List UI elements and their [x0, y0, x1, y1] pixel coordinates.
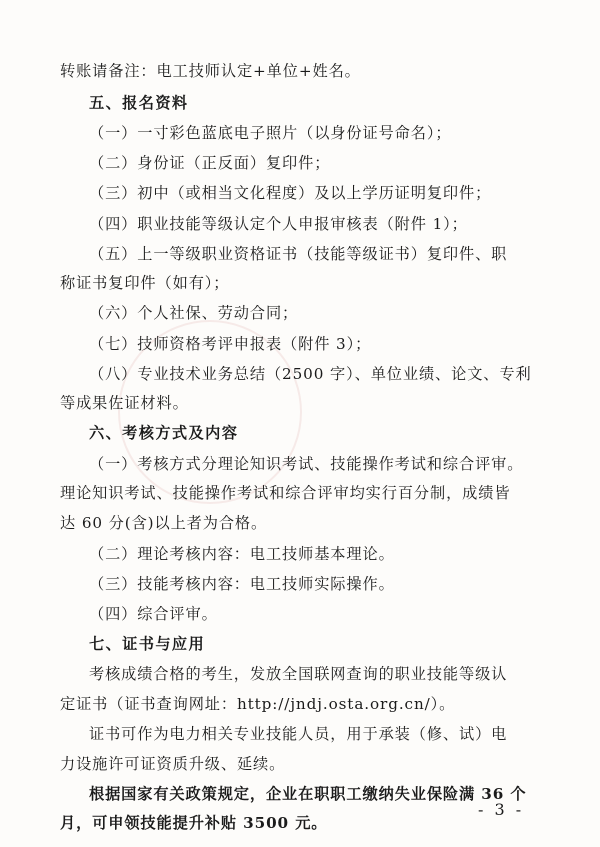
materials-item-6: （六）个人社保、劳动合同；	[89, 304, 299, 322]
subsidy-amount-line: 月，可申领技能提升补贴 3500 元。	[60, 814, 328, 832]
subsidy-policy-line: 根据国家有关政策规定，企业在职职工缴纳失业保险满 36 个	[89, 785, 527, 803]
assessment-item-3: （三）技能考核内容：电工技师实际操作。	[89, 575, 395, 593]
materials-item-5-continued: 称证书复印件（如有）；	[60, 274, 230, 292]
assessment-item-1-continued: 理论知识考试、技能操作考试和综合评审均实行百分制，成绩皆	[60, 484, 511, 502]
assessment-item-1-passing: 达 60 分(含)以上者为合格。	[60, 514, 268, 532]
materials-item-2: （二）身份证（正反面）复印件；	[89, 154, 331, 172]
certificate-query-url-line: 定证书（证书查询网址：http://jndj.osta.org.cn/）。	[60, 695, 456, 713]
materials-item-5: （五）上一等级职业资格证书（技能等级证书）复印件、职	[89, 245, 508, 263]
page-number: - 3 -	[478, 800, 525, 819]
materials-item-8: （八）专业技术业务总结（2500 字）、单位业绩、论文、专利	[89, 365, 532, 383]
materials-item-8-continued: 等成果佐证材料。	[60, 394, 189, 412]
section-heading-assessment: 六、考核方式及内容	[89, 424, 239, 442]
section-heading-registration-materials: 五、报名资料	[89, 94, 189, 112]
materials-item-1: （一）一寸彩色蓝底电子照片（以身份证号命名）；	[89, 124, 452, 142]
materials-item-4: （四）职业技能等级认定个人申报审核表（附件 1）；	[89, 215, 468, 233]
certificate-paragraph-2-continued: 力设施许可证资质升级、延续。	[60, 755, 286, 773]
materials-item-7: （七）技师资格考评申报表（附件 3）；	[89, 335, 372, 353]
certificate-paragraph-1: 考核成绩合格的考生，发放全国联网查询的职业技能等级认	[89, 665, 508, 683]
certificate-paragraph-2: 证书可作为电力相关专业技能人员，用于承装（修、试）电	[89, 725, 508, 743]
payment-note-line: 转账请备注：电工技师认定+单位+姓名。	[60, 62, 361, 80]
materials-item-3: （三）初中（或相当文化程度）及以上学历证明复印件；	[89, 184, 492, 202]
assessment-item-2: （二）理论考核内容：电工技师基本理论。	[89, 545, 395, 563]
assessment-item-1: （一）考核方式分理论知识考试、技能操作考试和综合评审。	[89, 455, 524, 473]
section-heading-certificate: 七、证书与应用	[89, 635, 206, 653]
assessment-item-4: （四）综合评审。	[89, 605, 218, 623]
